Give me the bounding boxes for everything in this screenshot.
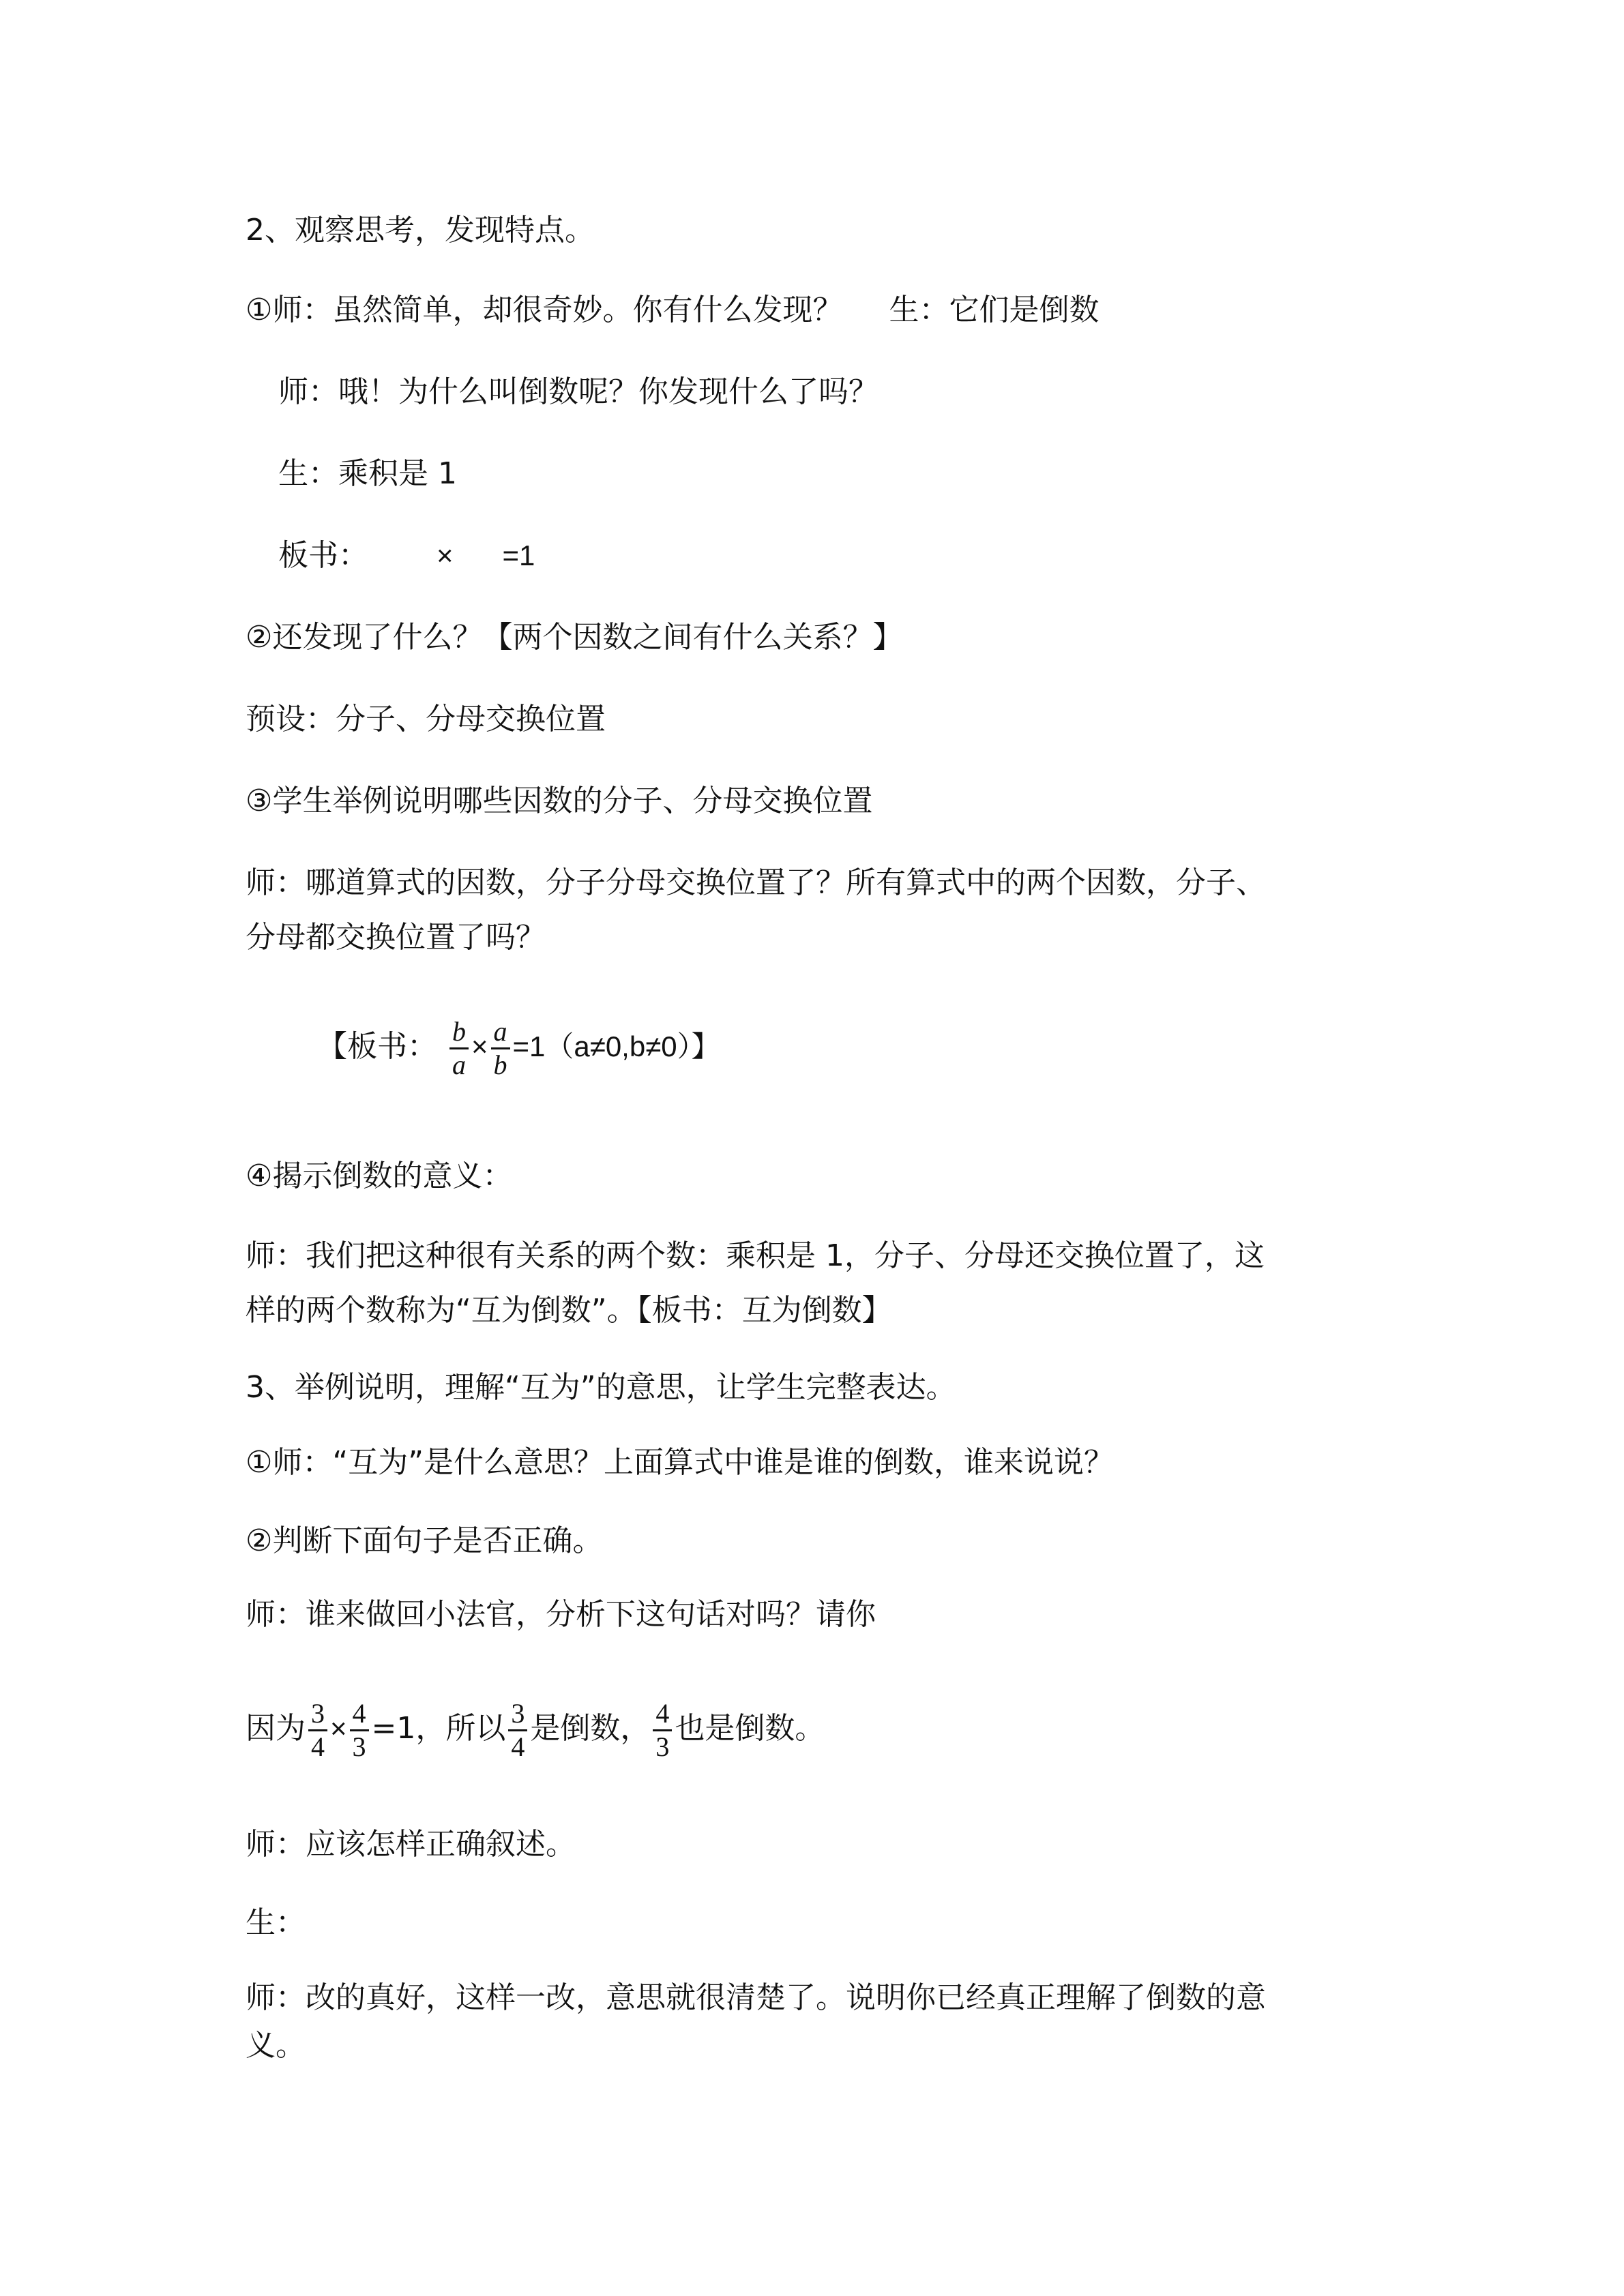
equals-one: =1 bbox=[502, 539, 535, 571]
statement-so: =1，所以 bbox=[371, 1711, 506, 1746]
paragraph-line: 生： bbox=[246, 1905, 306, 1940]
board-note-line bbox=[278, 535, 535, 576]
paragraph-line: 师：谁来做回小法官，分析下这句话对吗？请你 bbox=[246, 1597, 876, 1632]
paragraph-line: 师：哪道算式的因数，分子分母交换位置了？所有算式中的两个因数，分子、 bbox=[246, 865, 1266, 900]
paragraph-line: 师：我们把这种很有关系的两个数：乘积是 1，分子、分母还交换位置了，这 bbox=[246, 1238, 1265, 1273]
fraction-4-over-3: $\frac{4}{3}$ bbox=[653, 1698, 672, 1763]
paragraph-line: 生：乘积是 1 bbox=[278, 456, 457, 491]
fraction-a-over-b: $\frac{a}{b}$ bbox=[491, 1016, 510, 1081]
paragraph-line: 预设：分子、分母交换位置 bbox=[246, 702, 606, 736]
fraction-3-over-4: $\frac{3}{4}$ bbox=[508, 1698, 527, 1763]
paragraph-line: ①师：“互为”是什么意思？上面算式中谁是谁的倒数，谁来说说？ bbox=[246, 1445, 1114, 1480]
paragraph-line: 师：应该怎样正确叙述。 bbox=[246, 1827, 576, 1862]
paragraph-line: 分母都交换位置了吗？ bbox=[246, 920, 546, 955]
statement-because: 因为 bbox=[246, 1711, 306, 1746]
paragraph-line: ③学生举例说明哪些因数的分子、分母交换位置 bbox=[246, 784, 873, 818]
teacher-question: ①师：虽然简单，却很奇妙。你有什么发现？ bbox=[246, 293, 843, 327]
paragraph-line bbox=[246, 290, 1099, 331]
paragraph-line: 样的两个数称为“互为倒数”。【板书：互为倒数】 bbox=[246, 1293, 892, 1328]
paragraph-line: ②判断下面句子是否正确。 bbox=[246, 1523, 603, 1558]
section-heading-2: 2、观察思考，发现特点。 bbox=[246, 213, 595, 248]
board-formula-line bbox=[317, 1009, 720, 1084]
board-formula-prefix: 【板书： bbox=[317, 1029, 437, 1064]
paragraph-line: 师：哦！为什么叫倒数呢？你发现什么了吗？ bbox=[278, 374, 879, 409]
paragraph-line: ②还发现了什么？【两个因数之间有什么关系？】 bbox=[246, 620, 903, 655]
times-sign: × bbox=[471, 1030, 488, 1062]
fraction-4-over-3: $\frac{4}{3}$ bbox=[350, 1698, 369, 1763]
fraction-3-over-4: $\frac{3}{4}$ bbox=[308, 1698, 327, 1763]
fraction-b-over-a: $\frac{b}{a}$ bbox=[449, 1016, 469, 1081]
statement-is-reciprocal: 是倒数， bbox=[530, 1711, 651, 1746]
board-note-label: 板书： bbox=[278, 538, 368, 573]
statement-line bbox=[246, 1691, 825, 1766]
section-heading-3: 3、举例说明，理解“互为”的意思，让学生完整表达。 bbox=[246, 1370, 956, 1405]
times-sign: × bbox=[330, 1712, 347, 1744]
board-formula-suffix: =1（a≠0,b≠0）】 bbox=[512, 1030, 720, 1062]
student-answer: 生：它们是倒数 bbox=[889, 293, 1099, 327]
times-sign: × bbox=[437, 539, 454, 571]
paragraph-line: 义。 bbox=[246, 2028, 306, 2063]
paragraph-line: ④揭示倒数的意义： bbox=[246, 1159, 513, 1193]
statement-also-reciprocal: 也是倒数。 bbox=[675, 1711, 825, 1746]
paragraph-line: 师：改的真好，这样一改，意思就很清楚了。说明你已经真正理解了倒数的意 bbox=[246, 1980, 1266, 2015]
